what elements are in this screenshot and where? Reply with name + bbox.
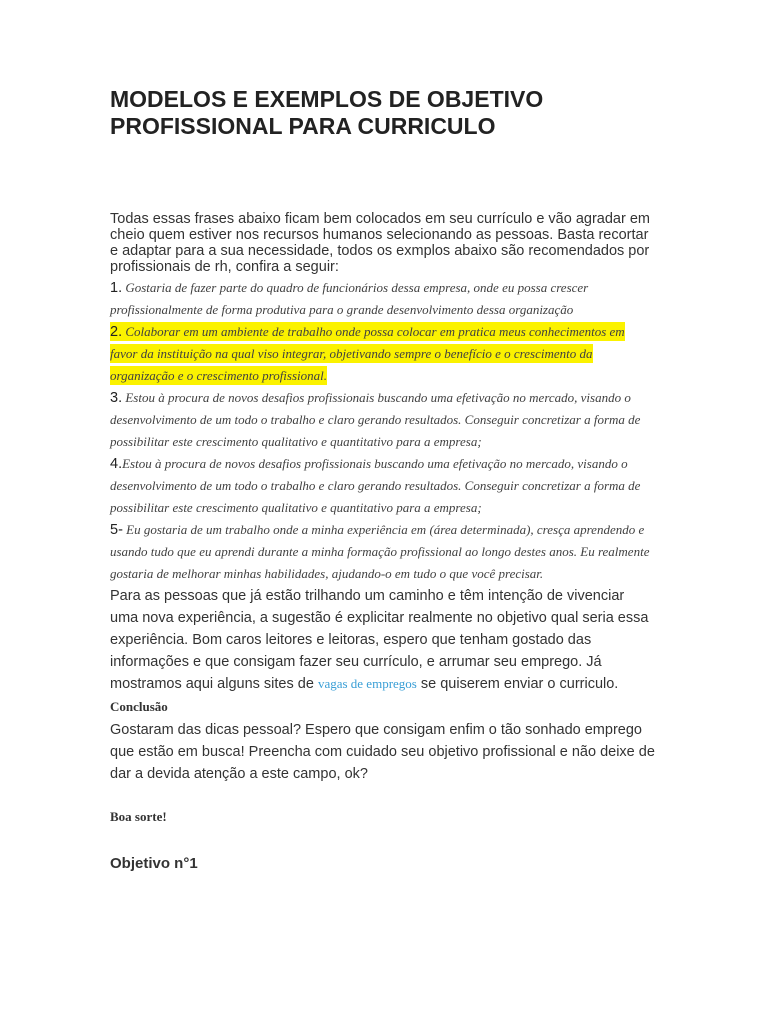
example-item-3 <box>110 387 655 453</box>
example-item-2 <box>110 321 655 387</box>
highlighted-example <box>110 322 625 385</box>
example-text: Colaborar em um ambiente de trabalho onde possa colocar em pratica meus conhecimentos em favor da instituição na qual viso integrar, objetivando sempre o benefício e o crescimento da organização e o crescimento profissional. <box>110 324 625 383</box>
example-number: 2. <box>110 324 123 340</box>
document-page <box>110 86 655 873</box>
closing-paragraph <box>110 585 655 695</box>
conclusion-paragraph: Gostaram das dicas pessoal? Espero que consigam enfim o tão sonhado emprego que estão em busca! Preencha com cuidado seu objetivo profissional e não deixe de dar a devida atenção a este campo, ok? <box>110 722 655 782</box>
paragraph-text: Para as pessoas que já estão trilhando um caminho e têm intenção de vivenciar uma nova experiência, a sugestão é explicitar realmente no objetivo qual seria essa experiência. Bom caros leitores e leitoras, espero que tenham gostado das informações e que consigam fazer seu currículo, e arrumar seu emprego. Já mostramos aqui alguns sites de <box>110 588 649 692</box>
example-text: Gostaria de fazer parte do quadro de funcionários dessa empresa, onde eu possa crescer profissionalmente de forma produtiva para o grande desenvolvimento dessa organização <box>110 280 589 317</box>
job-vacancies-link[interactable]: vagas de empregos <box>317 676 417 691</box>
example-text: Estou à procura de novos desafios profissionais buscando uma efetivação no mercado, visando o desenvolvimento de um todo o trabalho e claro gerando resultados. Conseguir concretizar a forma de possibilitar este crescimento qualitativo e quantitativo para a empresa; <box>110 390 641 449</box>
example-text: Estou à procura de novos desafios profissionais buscando uma efetivação no mercado, visando o desenvolvimento de um todo o trabalho e claro gerando resultados. Conseguir concretizar a forma de possibilitar este crescimento qualitativo e quantitativo para a empresa; <box>110 456 641 515</box>
example-text: Eu gostaria de um trabalho onde a minha experiência em (área determinada), cresça aprendendo e usando tudo que eu aprendi durante a minha formação profissional ao longo destes anos. Eu realmente gostaria de melhorar minhas habilidades, ajudando-o em tudo o que você precisar. <box>110 522 650 581</box>
paragraph-text-end: se quiserem enviar o curriculo. <box>420 676 619 692</box>
example-item-4 <box>110 453 655 519</box>
intro-paragraph: Todas essas frases abaixo ficam bem colocados em seu currículo e vão agradar em cheio quem estiver nos recursos humanos selecionando as pessoas. Basta recortar e adaptar para a sua necessidade, todos os exmplos abaixo são recomendados por profissionais de rh, confira a seguir: <box>110 211 650 275</box>
example-item-1 <box>110 277 655 321</box>
example-number: 1. <box>110 280 123 296</box>
document-title: MODELOS E EXEMPLOS DE OBJETIVO PROFISSIONAL PARA CURRICULO <box>110 86 544 139</box>
example-number: 4. <box>110 456 123 472</box>
good-luck-text: Boa sorte! <box>110 809 167 824</box>
objective-heading: Objetivo n°1 <box>110 855 198 872</box>
example-number: 5- <box>110 522 123 538</box>
objective-examples-list <box>110 277 655 585</box>
example-number: 3. <box>110 390 123 406</box>
example-item-5 <box>110 519 655 585</box>
conclusion-heading: Conclusão <box>110 699 168 714</box>
